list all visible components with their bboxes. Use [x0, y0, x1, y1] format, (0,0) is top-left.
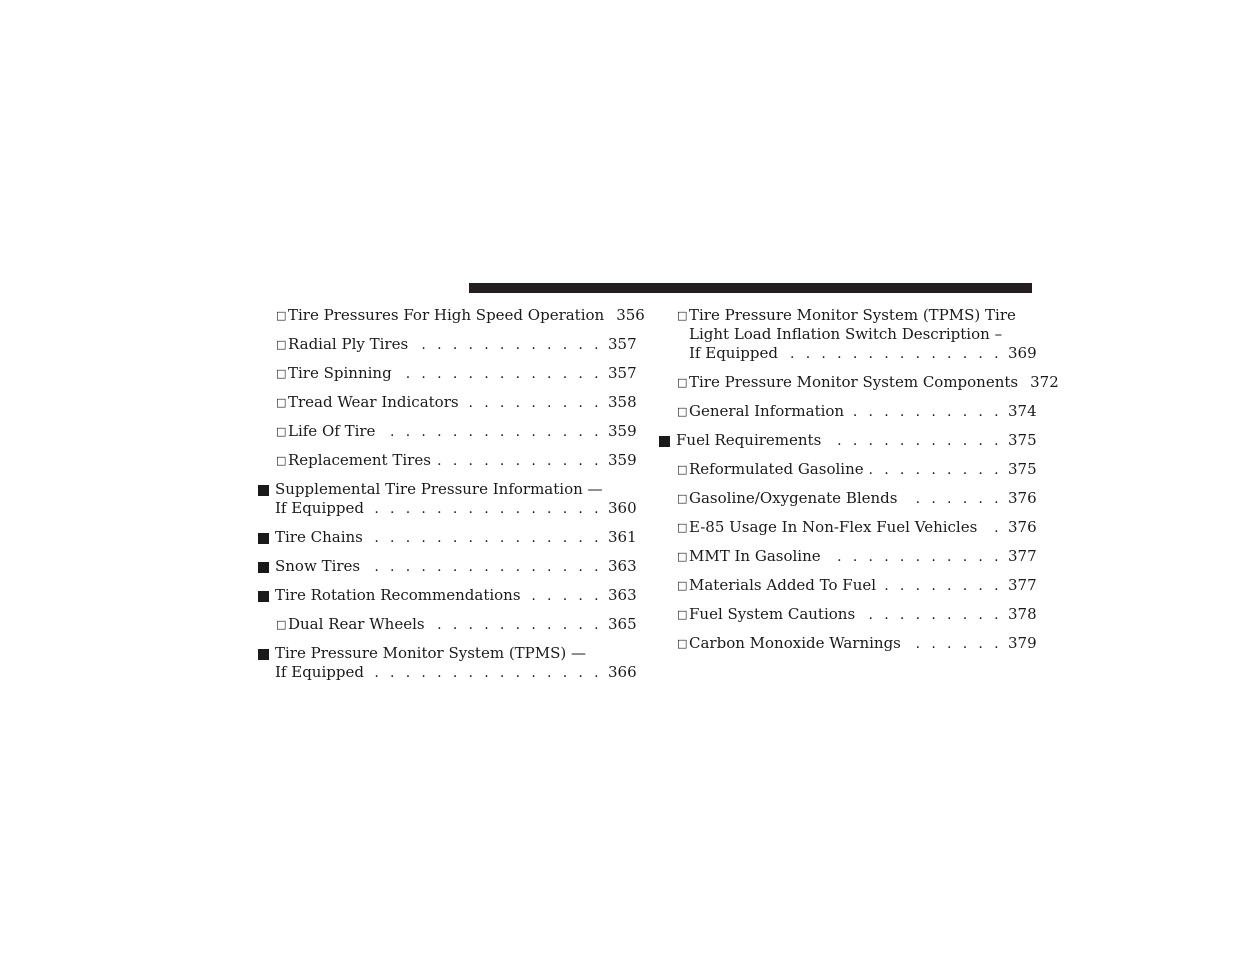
toc-entry-title: Radial Ply Tires [288, 335, 409, 353]
toc-entry-line [659, 489, 1037, 509]
dot-leader [370, 664, 602, 683]
toc-right-column [659, 306, 1059, 663]
toc-entry-line [258, 615, 637, 635]
filled-square-icon [258, 591, 269, 602]
toc-entry-title: Dual Rear Wheels [288, 615, 425, 633]
dot-leader [465, 394, 602, 413]
toc-entry-title: Tire Pressure Monitor System Components [689, 373, 1019, 391]
toc-entry-life-of-tire[interactable] [258, 422, 637, 442]
dot-leader [870, 461, 1002, 480]
page-number: 359 [608, 451, 637, 469]
page-number: 366 [608, 663, 637, 681]
hollow-square-icon: □ [276, 396, 287, 409]
page-number: 358 [608, 393, 637, 411]
toc-entry-line [659, 460, 1037, 480]
dot-leader [861, 606, 1002, 625]
page-number: 369 [1008, 344, 1037, 362]
toc-entry-title: Tread Wear Indicators [288, 393, 459, 411]
dot-leader [398, 365, 602, 384]
page-number: 374 [1008, 402, 1037, 420]
toc-entry-line [258, 422, 637, 442]
toc-entry-title: Gasoline/Oxygenate Blends [689, 489, 898, 507]
toc-entry-title: Tire Spinning [288, 364, 392, 382]
toc-entry-line [258, 528, 637, 548]
page-number: 360 [608, 499, 637, 517]
toc-entry-title: If Equipped [689, 344, 778, 362]
filled-square-icon [258, 485, 269, 496]
page-number: 376 [1008, 489, 1037, 507]
toc-entry-title: General Information [689, 402, 845, 420]
toc-entry-line [659, 402, 1037, 422]
toc-entry-title: E-85 Usage In Non-Flex Fuel Vehicles [689, 518, 978, 536]
page-number: 377 [1008, 576, 1037, 594]
toc-entry-tire-rotation-recommendations[interactable] [258, 586, 637, 606]
toc-entry-radial-ply-tires[interactable] [258, 335, 637, 355]
toc-entry-tire-pressure-monitor-system-tpms-tire-light-load-inflation-switch-description-if-equipped[interactable] [659, 306, 1037, 364]
dot-leader [381, 423, 602, 442]
toc-entry-title: If Equipped [275, 499, 364, 517]
toc-entry-line [258, 663, 637, 683]
page-number: 357 [608, 364, 637, 382]
dot-leader [784, 345, 1002, 364]
filled-square-icon [258, 562, 269, 573]
page-number: 375 [1008, 460, 1037, 478]
toc-entry-replacement-tires[interactable] [258, 451, 637, 471]
dot-leader [431, 616, 602, 635]
toc-entry-line [659, 547, 1037, 567]
toc-entry-gasoline-oxygenate-blends[interactable] [659, 489, 1037, 509]
hollow-square-icon: □ [677, 405, 688, 418]
toc-entry-title: Tire Pressures For High Speed Operation [288, 306, 605, 324]
toc-entry-snow-tires[interactable] [258, 557, 637, 577]
toc-entry-title: Fuel Requirements [676, 431, 822, 449]
toc-entry-tire-pressure-monitor-system-tpms-if-equipped[interactable] [258, 644, 637, 683]
toc-entry-line [258, 306, 645, 326]
dot-leader [907, 635, 1002, 654]
toc-entry-line [258, 586, 637, 606]
toc-entry-line [659, 373, 1059, 393]
dot-leader [370, 500, 602, 519]
toc-entry-tire-pressures-for-high-speed-operation[interactable] [258, 306, 645, 326]
hollow-square-icon: □ [677, 637, 688, 650]
dot-leader [983, 519, 1002, 538]
page-number: 376 [1008, 518, 1037, 536]
toc-entry-line [258, 451, 637, 471]
hollow-square-icon: □ [677, 463, 688, 476]
toc-entry-title: Materials Added To Fuel [689, 576, 877, 594]
toc-entry-title: Tire Rotation Recommendations [275, 586, 521, 604]
toc-entry-line [258, 480, 632, 499]
dot-leader [903, 490, 1002, 509]
toc-entry-title: Carbon Monoxide Warnings [689, 634, 901, 652]
page-number: 372 [1030, 373, 1059, 391]
toc-entry-line [659, 605, 1037, 625]
page-number: 378 [1008, 605, 1037, 623]
toc-entry-title: Fuel System Cautions [689, 605, 856, 623]
hollow-square-icon: □ [677, 608, 688, 621]
toc-entry-title: Reformulated Gasoline [689, 460, 864, 478]
dot-leader [414, 336, 602, 355]
hollow-square-icon: □ [677, 521, 688, 534]
toc-entry-line [659, 518, 1037, 538]
page-number: 365 [608, 615, 637, 633]
filled-square-icon [659, 436, 670, 447]
toc-entry-title: Light Load Inflation Switch Description – [689, 325, 1003, 343]
toc-entry-general-information[interactable] [659, 402, 1037, 422]
page-number: 375 [1008, 431, 1037, 449]
dot-leader [366, 558, 602, 577]
toc-entry-title: Tire Chains [275, 528, 363, 546]
toc-entry-line [659, 634, 1037, 654]
toc-entry-tire-chains[interactable] [258, 528, 637, 548]
hollow-square-icon: □ [677, 492, 688, 505]
hollow-square-icon: □ [677, 550, 688, 563]
hollow-square-icon: □ [677, 376, 688, 389]
page-number: 361 [608, 528, 637, 546]
toc-entry-tire-pressure-monitor-system-components[interactable] [659, 373, 1059, 393]
toc-entry-e-85-usage-in-non-flex-fuel-vehicles[interactable] [659, 518, 1037, 538]
page-number: 359 [608, 422, 637, 440]
toc-left-column [258, 306, 645, 692]
toc-entry-supplemental-tire-pressure-information-if-equipped[interactable] [258, 480, 637, 519]
toc-entry-line [258, 644, 632, 663]
toc-entry-title: Snow Tires [275, 557, 361, 575]
toc-entry-tire-spinning[interactable] [258, 364, 637, 384]
dot-leader [437, 452, 602, 471]
hollow-square-icon: □ [276, 618, 287, 631]
hollow-square-icon: □ [276, 454, 287, 467]
toc-entry-mmt-in-gasoline[interactable] [659, 547, 1037, 567]
toc-entry-title: MMT In Gasoline [689, 547, 821, 565]
toc-entry-line [659, 325, 1032, 344]
toc-entry-carbon-monoxide-warnings[interactable] [659, 634, 1037, 654]
toc-entry-title: Life Of Tire [288, 422, 376, 440]
dot-leader [827, 548, 1002, 567]
toc-entry-line [659, 306, 1032, 325]
dot-leader [882, 577, 1002, 596]
dot-leader [527, 587, 602, 606]
toc-entry-line [258, 335, 637, 355]
header-rule [469, 283, 1032, 293]
toc-entry-line [258, 364, 637, 384]
toc-entry-title: If Equipped [275, 663, 364, 681]
dot-leader [369, 529, 602, 548]
dot-leader [850, 403, 1002, 422]
toc-entry-dual-rear-wheels[interactable] [258, 615, 637, 635]
hollow-square-icon: □ [276, 338, 287, 351]
hollow-square-icon: □ [276, 367, 287, 380]
page-number: 363 [608, 557, 637, 575]
hollow-square-icon: □ [677, 579, 688, 592]
hollow-square-icon: □ [276, 425, 287, 438]
toc-entry-materials-added-to-fuel[interactable] [659, 576, 1037, 596]
page-number: 357 [608, 335, 637, 353]
toc-entry-title: Tire Pressure Monitor System (TPMS) Tire [689, 306, 1016, 324]
toc-entry-fuel-system-cautions[interactable] [659, 605, 1037, 625]
toc-entry-reformulated-gasoline[interactable] [659, 460, 1037, 480]
toc-entry-line [659, 344, 1037, 364]
toc-entry-line [258, 557, 637, 577]
dot-leader [827, 432, 1002, 451]
toc-entry-line [258, 393, 637, 413]
hollow-square-icon: □ [677, 309, 688, 322]
toc-entry-title: Tire Pressure Monitor System (TPMS) — [275, 644, 587, 662]
toc-entry-line [258, 499, 637, 519]
toc-entry-fuel-requirements[interactable] [659, 431, 1037, 451]
toc-entry-line [659, 431, 1037, 451]
toc-entry-title: Replacement Tires [288, 451, 431, 469]
toc-entry-title: Supplemental Tire Pressure Information — [275, 480, 603, 498]
filled-square-icon [258, 533, 269, 544]
page-number: 379 [1008, 634, 1037, 652]
page-number: 356 [616, 306, 645, 324]
page-number: 363 [608, 586, 637, 604]
page-number: 377 [1008, 547, 1037, 565]
filled-square-icon [258, 649, 269, 660]
toc-entry-line [659, 576, 1037, 596]
toc-entry-tread-wear-indicators[interactable] [258, 393, 637, 413]
hollow-square-icon: □ [276, 309, 287, 322]
